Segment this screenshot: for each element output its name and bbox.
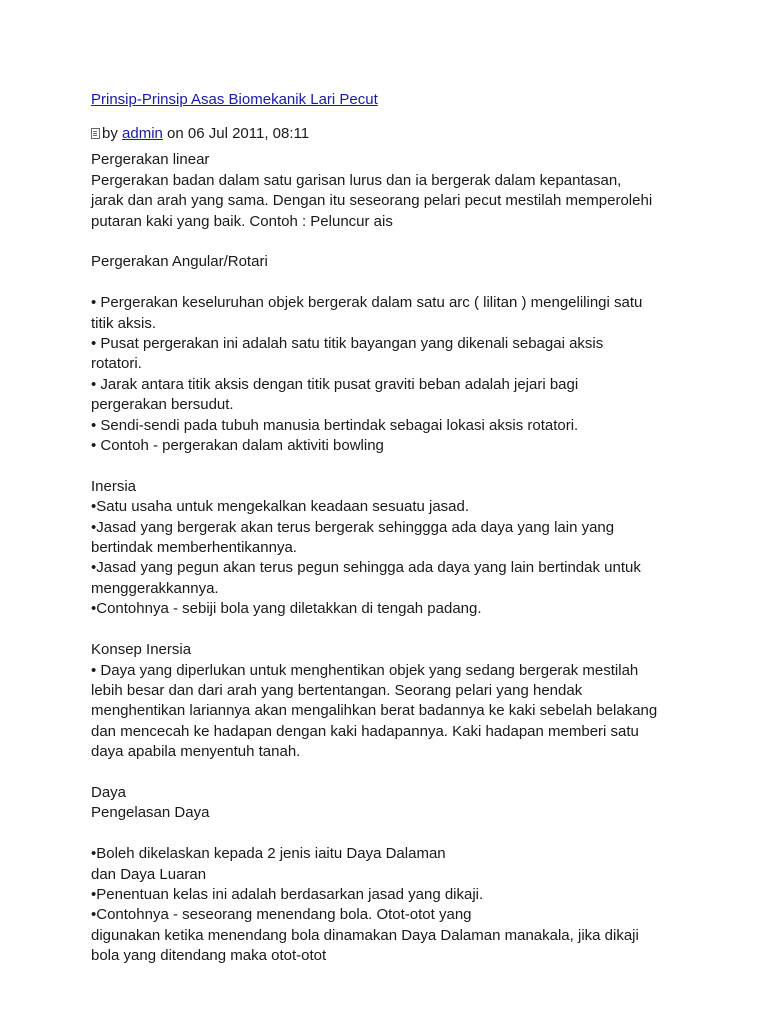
text-line: • Pusat pergerakan ini adalah satu titik bayangan yang dikenali sebagai aksis <box>91 335 604 353</box>
text-line: rotatori. <box>91 355 142 373</box>
text-line: pergerakan bersudut. <box>91 396 234 414</box>
text-line: menggerakkannya. <box>91 579 219 597</box>
text-line: • Jarak antara titik aksis dengan titik pusat graviti beban adalah jejari bagi <box>91 375 579 393</box>
text-line: Pergerakan badan dalam satu garisan lurus dan ia bergerak dalam kepantasan, <box>91 171 622 189</box>
text-line: •Jasad yang bergerak akan terus bergerak sehinggga ada daya yang lain yang <box>91 518 615 536</box>
paragraph-gap <box>91 273 711 293</box>
text-line: •Contohnya - seseorang menendang bola. Otot-otot yang <box>91 906 472 924</box>
text-line: dan mencecah ke hadapan dengan kaki hadapannya. Kaki hadapan memberi satu <box>91 722 639 740</box>
byline-by: by <box>102 125 118 143</box>
paragraph-gap <box>91 620 711 640</box>
paragraph-gap <box>91 763 711 783</box>
text-line: lebih besar dan dari arah yang bertentangan. Seorang pelari yang hendak <box>91 681 583 699</box>
text-line: •Penentuan kelas ini adalah berdasarkan jasad yang dikaji. <box>91 885 484 903</box>
text-line: •Satu usaha untuk mengekalkan keadaan sesuatu jasad. <box>91 498 470 516</box>
text-line: Inersia <box>91 477 137 495</box>
document-icon <box>91 128 100 139</box>
byline <box>91 124 711 144</box>
text-line: menghentikan lariannya akan mengalihkan berat badannya ke kaki sebelah belakang <box>91 702 658 720</box>
text-line: bola yang ditendang maka otot-otot <box>91 947 327 965</box>
text-line: •Jasad yang pegun akan terus pegun sehingga ada daya yang lain bertindak untuk <box>91 559 641 577</box>
text-line: • Daya yang diperlukan untuk menghentikan objek yang sedang bergerak mestilah <box>91 661 639 679</box>
author-link[interactable]: admin <box>122 125 163 143</box>
text-line: Pengelasan Daya <box>91 804 210 822</box>
article-body <box>91 150 711 966</box>
text-line: bertindak memberhentikannya. <box>91 539 297 557</box>
text-line: Konsep Inersia <box>91 641 192 659</box>
text-line: jarak dan arah yang sama. Dengan itu seseorang pelari pecut mestilah memperolehi <box>91 192 653 210</box>
text-line: putaran kaki yang baik. Contoh : Peluncur ais <box>91 212 393 230</box>
text-line: dan Daya Luaran <box>91 865 207 883</box>
paragraph-gap <box>91 824 711 844</box>
text-line: •Contohnya - sebiji bola yang diletakkan di tengah padang. <box>91 600 482 618</box>
article <box>91 90 711 967</box>
paragraph-gap <box>91 232 711 252</box>
text-line: titik aksis. <box>91 314 157 332</box>
paragraph-gap <box>91 456 711 476</box>
text-line: • Pergerakan keseluruhan objek bergerak dalam satu arc ( lilitan ) mengelilingi satu <box>91 294 643 312</box>
text-line: • Contoh - pergerakan dalam aktiviti bowling <box>91 437 384 455</box>
text-line: • Sendi-sendi pada tubuh manusia bertindak sebagai lokasi aksis rotatori. <box>91 416 579 434</box>
article-title-link[interactable]: Prinsip-Prinsip Asas Biomekanik Lari Pecut <box>91 91 378 108</box>
text-line: Pergerakan linear <box>91 151 210 169</box>
text-line: Pergerakan Angular/Rotari <box>91 253 268 271</box>
byline-date: on 06 Jul 2011, 08:11 <box>167 125 310 143</box>
text-line: Daya <box>91 783 127 801</box>
text-line: digunakan ketika menendang bola dinamakan Daya Dalaman manakala, jika dikaji <box>91 926 639 944</box>
text-line: •Boleh dikelaskan kepada 2 jenis iaitu Daya Dalaman <box>91 845 446 863</box>
text-line: daya apabila menyentuh tanah. <box>91 743 301 761</box>
